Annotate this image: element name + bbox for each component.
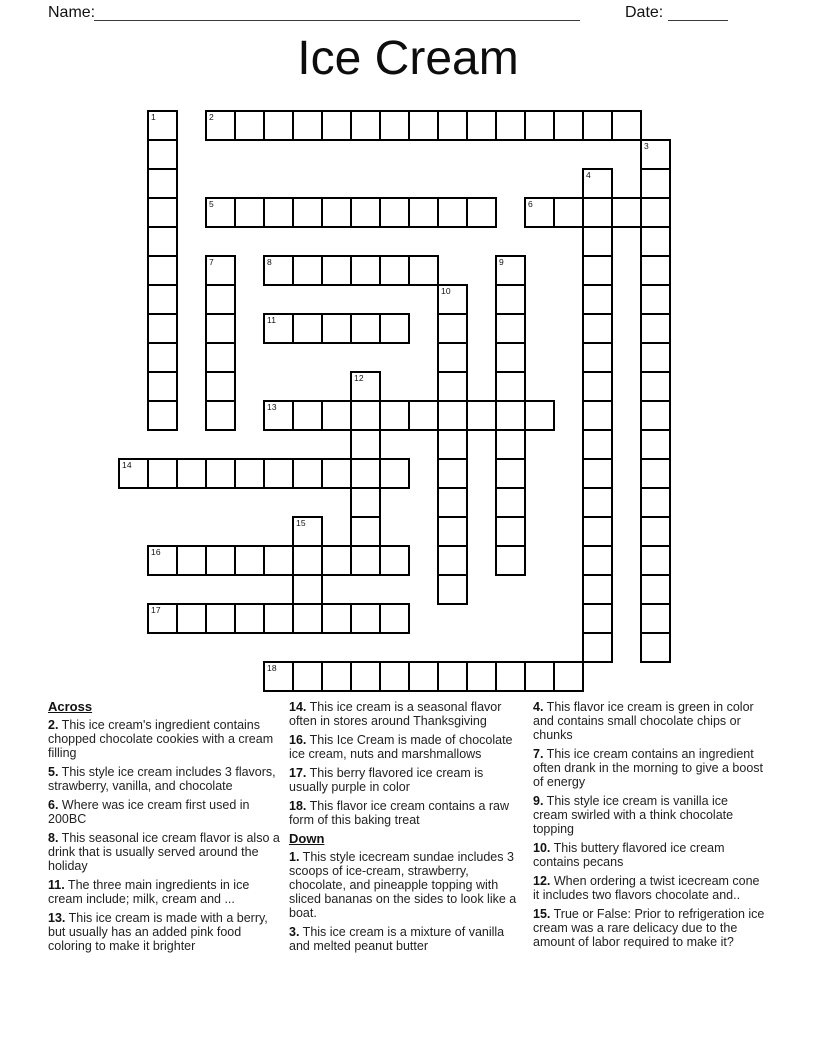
- grid-cell[interactable]: [147, 545, 178, 576]
- clue-text: Where was ice cream first used in 200BC: [48, 798, 250, 826]
- grid-cell[interactable]: [263, 313, 294, 344]
- clue-text: This berry flavored ice cream is usually purple in color: [289, 766, 484, 794]
- grid-cell[interactable]: [205, 110, 236, 141]
- cell-number: 7: [209, 257, 214, 267]
- clue-text: This seasonal ice cream flavor is also a drink that is usually served around the holiday: [48, 831, 280, 873]
- grid-cell[interactable]: [147, 197, 178, 228]
- cell-number: 14: [122, 460, 132, 470]
- grid-cell[interactable]: [321, 313, 352, 344]
- grid-cell[interactable]: [640, 371, 671, 402]
- grid-cell[interactable]: [437, 574, 468, 605]
- clue-number: 3.: [289, 925, 300, 939]
- grid-cell[interactable]: [350, 429, 381, 460]
- clue-number: 7.: [533, 747, 544, 761]
- grid-cell[interactable]: [553, 110, 584, 141]
- grid-cell[interactable]: [611, 197, 642, 228]
- clue-text: This flavor ice cream is green in color and contains small chocolate chips or chunks: [533, 700, 754, 742]
- grid-cell[interactable]: [582, 603, 613, 634]
- grid-cell[interactable]: [466, 661, 497, 692]
- grid-cell[interactable]: [234, 458, 265, 489]
- grid-cell[interactable]: [263, 197, 294, 228]
- grid-cell[interactable]: [205, 342, 236, 373]
- clue-text: This style ice cream is vanilla ice cream swirled with a think chocolate topping: [533, 794, 734, 836]
- grid-cell[interactable]: [437, 458, 468, 489]
- clue-number: 11.: [48, 878, 65, 892]
- grid-cell[interactable]: [205, 545, 236, 576]
- crossword-grid: [118, 110, 671, 692]
- clue-number: 16.: [289, 733, 307, 747]
- grid-cell[interactable]: [582, 255, 613, 286]
- grid-cell[interactable]: [640, 632, 671, 663]
- grid-cell[interactable]: [553, 661, 584, 692]
- clue-across-11: [48, 878, 280, 906]
- grid-cell[interactable]: [205, 371, 236, 402]
- grid-cell[interactable]: [582, 429, 613, 460]
- grid-cell[interactable]: [263, 603, 294, 634]
- grid-cell[interactable]: [292, 603, 323, 634]
- grid-cell[interactable]: [350, 516, 381, 547]
- clue-down-4: [533, 700, 765, 742]
- cell-number: 17: [151, 605, 161, 615]
- grid-cell[interactable]: [640, 226, 671, 257]
- clue-number: 10.: [533, 841, 551, 855]
- grid-cell[interactable]: [640, 458, 671, 489]
- grid-cell[interactable]: [582, 487, 613, 518]
- clue-number: 2.: [48, 718, 59, 732]
- grid-cell[interactable]: [350, 603, 381, 634]
- grid-cell[interactable]: [147, 342, 178, 373]
- clue-number: 1.: [289, 850, 300, 864]
- grid-cell[interactable]: [263, 661, 294, 692]
- grid-cell[interactable]: [582, 545, 613, 576]
- grid-cell[interactable]: [582, 197, 613, 228]
- clue-down-9: [533, 794, 765, 836]
- grid-cell[interactable]: [321, 458, 352, 489]
- cell-number: 15: [296, 518, 306, 528]
- clue-number: 8.: [48, 831, 59, 845]
- grid-cell[interactable]: [147, 284, 178, 315]
- grid-cell[interactable]: [466, 400, 497, 431]
- grid-cell[interactable]: [640, 487, 671, 518]
- grid-cell[interactable]: [495, 255, 526, 286]
- grid-cell[interactable]: [437, 516, 468, 547]
- grid-cell[interactable]: [437, 342, 468, 373]
- clue-text: This ice cream contains an ingredient often drank in the morning to give a boost of energy: [533, 747, 764, 789]
- grid-cell[interactable]: [640, 197, 671, 228]
- grid-cell[interactable]: [437, 313, 468, 344]
- clue-across-8: [48, 831, 280, 873]
- grid-cell[interactable]: [379, 400, 410, 431]
- down-header: Down: [289, 831, 325, 846]
- grid-cell[interactable]: [437, 429, 468, 460]
- cell-number: 6: [528, 199, 533, 209]
- grid-cell[interactable]: [437, 110, 468, 141]
- grid-cell[interactable]: [321, 545, 352, 576]
- grid-cell[interactable]: [350, 313, 381, 344]
- clue-number: 6.: [48, 798, 59, 812]
- grid-cell[interactable]: [437, 284, 468, 315]
- grid-cell[interactable]: [350, 371, 381, 402]
- grid-cell[interactable]: [263, 110, 294, 141]
- clue-text: This Ice Cream is made of chocolate ice cream, nuts and marshmallows: [289, 733, 513, 761]
- grid-cell[interactable]: [640, 516, 671, 547]
- clues-column-1: [48, 700, 280, 958]
- page-title: Ice Cream: [297, 32, 519, 85]
- grid-cell[interactable]: [350, 110, 381, 141]
- grid-cell[interactable]: [379, 313, 410, 344]
- grid-cell[interactable]: [582, 400, 613, 431]
- grid-cell[interactable]: [321, 661, 352, 692]
- grid-cell[interactable]: [321, 255, 352, 286]
- grid-cell[interactable]: [205, 458, 236, 489]
- grid-cell[interactable]: [495, 400, 526, 431]
- grid-cell[interactable]: [205, 400, 236, 431]
- grid-cell[interactable]: [350, 400, 381, 431]
- cell-number: 16: [151, 547, 161, 557]
- grid-cell[interactable]: [292, 574, 323, 605]
- grid-cell[interactable]: [118, 458, 149, 489]
- grid-cell[interactable]: [350, 197, 381, 228]
- clue-across-2: [48, 718, 280, 760]
- grid-cell[interactable]: [466, 197, 497, 228]
- grid-cell[interactable]: [582, 110, 613, 141]
- grid-cell[interactable]: [495, 313, 526, 344]
- grid-cell[interactable]: [292, 400, 323, 431]
- clue-across-17: [289, 766, 525, 794]
- grid-cell[interactable]: [263, 400, 294, 431]
- grid-cell[interactable]: [408, 110, 439, 141]
- grid-cell[interactable]: [495, 371, 526, 402]
- grid-cell[interactable]: [495, 487, 526, 518]
- grid-cell[interactable]: [147, 139, 178, 170]
- grid-cell[interactable]: [147, 400, 178, 431]
- grid-cell[interactable]: [437, 371, 468, 402]
- grid-cell[interactable]: [205, 313, 236, 344]
- clue-across-5: [48, 765, 280, 793]
- clue-down-1: [289, 850, 525, 920]
- grid-cell[interactable]: [640, 342, 671, 373]
- grid-cell[interactable]: [582, 458, 613, 489]
- grid-cell[interactable]: [437, 400, 468, 431]
- clue-across-14: [289, 700, 525, 728]
- grid-cell[interactable]: [582, 371, 613, 402]
- cell-number: 4: [586, 170, 591, 180]
- grid-cell[interactable]: [263, 255, 294, 286]
- grid-cell[interactable]: [495, 661, 526, 692]
- grid-cell[interactable]: [147, 255, 178, 286]
- grid-cell[interactable]: [640, 168, 671, 199]
- clue-text: This style ice cream includes 3 flavors, strawberry, vanilla, and chocolate: [48, 765, 276, 793]
- grid-cell[interactable]: [292, 516, 323, 547]
- grid-cell[interactable]: [234, 197, 265, 228]
- grid-cell[interactable]: [263, 545, 294, 576]
- grid-cell[interactable]: [466, 110, 497, 141]
- grid-cell[interactable]: [582, 313, 613, 344]
- grid-cell[interactable]: [379, 458, 410, 489]
- grid-cell[interactable]: [350, 661, 381, 692]
- grid-cell[interactable]: [495, 342, 526, 373]
- grid-cell[interactable]: [640, 400, 671, 431]
- grid-cell[interactable]: [582, 516, 613, 547]
- grid-cell[interactable]: [292, 313, 323, 344]
- grid-cell[interactable]: [495, 516, 526, 547]
- grid-cell[interactable]: [495, 545, 526, 576]
- grid-cell[interactable]: [524, 661, 555, 692]
- grid-cell[interactable]: [582, 632, 613, 663]
- grid-cell[interactable]: [147, 110, 178, 141]
- cell-number: 5: [209, 199, 214, 209]
- date-label: Date:: [625, 4, 664, 21]
- grid-cell[interactable]: [292, 255, 323, 286]
- grid-cell[interactable]: [408, 400, 439, 431]
- grid-cell[interactable]: [321, 400, 352, 431]
- grid-cell[interactable]: [292, 458, 323, 489]
- clue-down-7: [533, 747, 765, 789]
- grid-cell[interactable]: [640, 429, 671, 460]
- grid-cell[interactable]: [205, 197, 236, 228]
- grid-cell[interactable]: [350, 255, 381, 286]
- grid-cell[interactable]: [524, 400, 555, 431]
- grid-cell[interactable]: [234, 110, 265, 141]
- grid-cell[interactable]: [147, 458, 178, 489]
- grid-cell[interactable]: [437, 661, 468, 692]
- clue-across-16: [289, 733, 525, 761]
- clue-down-15: [533, 907, 765, 949]
- grid-cell[interactable]: [553, 197, 584, 228]
- clue-text: This ice cream's ingredient contains chopped chocolate cookies with a cream filling: [48, 718, 274, 760]
- grid-cell[interactable]: [292, 197, 323, 228]
- grid-cell[interactable]: [582, 284, 613, 315]
- cell-number: 10: [441, 286, 451, 296]
- grid-cell[interactable]: [640, 545, 671, 576]
- grid-cell[interactable]: [640, 284, 671, 315]
- grid-cell[interactable]: [640, 603, 671, 634]
- grid-cell[interactable]: [234, 545, 265, 576]
- grid-cell[interactable]: [205, 284, 236, 315]
- cell-number: 11: [267, 315, 277, 325]
- cell-number: 18: [267, 663, 277, 673]
- grid-cell[interactable]: [292, 545, 323, 576]
- grid-cell[interactable]: [147, 226, 178, 257]
- grid-cell[interactable]: [263, 458, 294, 489]
- clue-text: This flavor ice cream contains a raw form of this baking treat: [289, 799, 510, 827]
- grid-cell[interactable]: [495, 429, 526, 460]
- grid-cell[interactable]: [495, 284, 526, 315]
- cell-number: 3: [644, 141, 649, 151]
- clue-number: 14.: [289, 700, 307, 714]
- grid-cell[interactable]: [379, 110, 410, 141]
- grid-cell[interactable]: [582, 574, 613, 605]
- grid-cell[interactable]: [640, 255, 671, 286]
- grid-cell[interactable]: [176, 545, 207, 576]
- cell-number: 12: [354, 373, 364, 383]
- grid-cell[interactable]: [437, 487, 468, 518]
- grid-cell[interactable]: [640, 574, 671, 605]
- grid-cell[interactable]: [292, 110, 323, 141]
- grid-cell[interactable]: [379, 603, 410, 634]
- cell-number: 13: [267, 402, 277, 412]
- grid-cell[interactable]: [147, 603, 178, 634]
- grid-cell[interactable]: [379, 197, 410, 228]
- grid-cell[interactable]: [147, 168, 178, 199]
- grid-cell[interactable]: [292, 661, 323, 692]
- clue-number: 15.: [533, 907, 551, 921]
- clue-down-12: [533, 874, 765, 902]
- clue-number: 17.: [289, 766, 307, 780]
- grid-cell[interactable]: [437, 545, 468, 576]
- grid-cell[interactable]: [611, 110, 642, 141]
- clue-number: 5.: [48, 765, 59, 779]
- clues-column-2: [289, 700, 525, 958]
- grid-cell[interactable]: [147, 313, 178, 344]
- grid-cell[interactable]: [350, 487, 381, 518]
- grid-cell[interactable]: [176, 458, 207, 489]
- clue-across-6: [48, 798, 280, 826]
- grid-cell[interactable]: [524, 110, 555, 141]
- grid-cell[interactable]: [379, 545, 410, 576]
- grid-cell[interactable]: [176, 603, 207, 634]
- date-input-line[interactable]: [668, 3, 728, 21]
- grid-cell[interactable]: [408, 661, 439, 692]
- clue-across-13: [48, 911, 280, 953]
- grid-cell[interactable]: [379, 255, 410, 286]
- grid-cell[interactable]: [582, 342, 613, 373]
- across-header: Across: [48, 699, 93, 714]
- clues-column-3: [533, 700, 765, 954]
- clue-down-3: [289, 925, 525, 953]
- clue-text: This buttery flavored ice cream contains pecans: [533, 841, 725, 869]
- clue-text: This ice cream is a mixture of vanilla and melted peanut butter: [289, 925, 505, 953]
- grid-cell[interactable]: [495, 458, 526, 489]
- grid-cell[interactable]: [582, 226, 613, 257]
- grid-cell[interactable]: [147, 371, 178, 402]
- clue-down-10: [533, 841, 765, 869]
- clue-text: True or False: Prior to refrigeration ice cream was a rare delicacy due to the amount of labor required to make it?: [533, 907, 765, 949]
- grid-cell[interactable]: [495, 110, 526, 141]
- grid-cell[interactable]: [350, 458, 381, 489]
- cell-number: 1: [151, 112, 156, 122]
- clue-text: The three main ingredients in ice cream include; milk, cream and ...: [48, 878, 250, 906]
- cell-number: 2: [209, 112, 214, 122]
- grid-cell[interactable]: [234, 603, 265, 634]
- grid-cell[interactable]: [582, 168, 613, 199]
- clue-number: 12.: [533, 874, 551, 888]
- clue-text: When ordering a twist icecream cone it includes two flavors chocolate and..: [533, 874, 760, 902]
- clue-text: This ice cream is made with a berry, but usually has an added pink food coloring to make it brighter: [48, 911, 268, 953]
- grid-cell[interactable]: [321, 603, 352, 634]
- grid-cell[interactable]: [379, 661, 410, 692]
- grid-cell[interactable]: [205, 603, 236, 634]
- cell-number: 8: [267, 257, 272, 267]
- grid-cell[interactable]: [321, 197, 352, 228]
- grid-cell[interactable]: [205, 255, 236, 286]
- clue-number: 18.: [289, 799, 307, 813]
- clue-text: This style icecream sundae includes 3 scoops of ice-cream, strawberry, chocolate, and pineapple topping with sliced bananas on the sides to look like a boat.: [289, 850, 517, 920]
- grid-cell[interactable]: [350, 545, 381, 576]
- grid-cell[interactable]: [640, 139, 671, 170]
- clue-across-18: [289, 799, 525, 827]
- clue-number: 4.: [533, 700, 544, 714]
- name-label: Name:: [48, 4, 96, 21]
- grid-cell[interactable]: [408, 255, 439, 286]
- name-input-line[interactable]: [94, 3, 580, 21]
- grid-cell[interactable]: [321, 110, 352, 141]
- cell-number: 9: [499, 257, 504, 267]
- grid-cell[interactable]: [437, 197, 468, 228]
- grid-cell[interactable]: [524, 197, 555, 228]
- grid-cell[interactable]: [640, 313, 671, 344]
- clue-number: 13.: [48, 911, 66, 925]
- clue-text: This ice cream is a seasonal flavor often in stores around Thanksgiving: [289, 700, 502, 728]
- clue-number: 9.: [533, 794, 544, 808]
- grid-cell[interactable]: [408, 197, 439, 228]
